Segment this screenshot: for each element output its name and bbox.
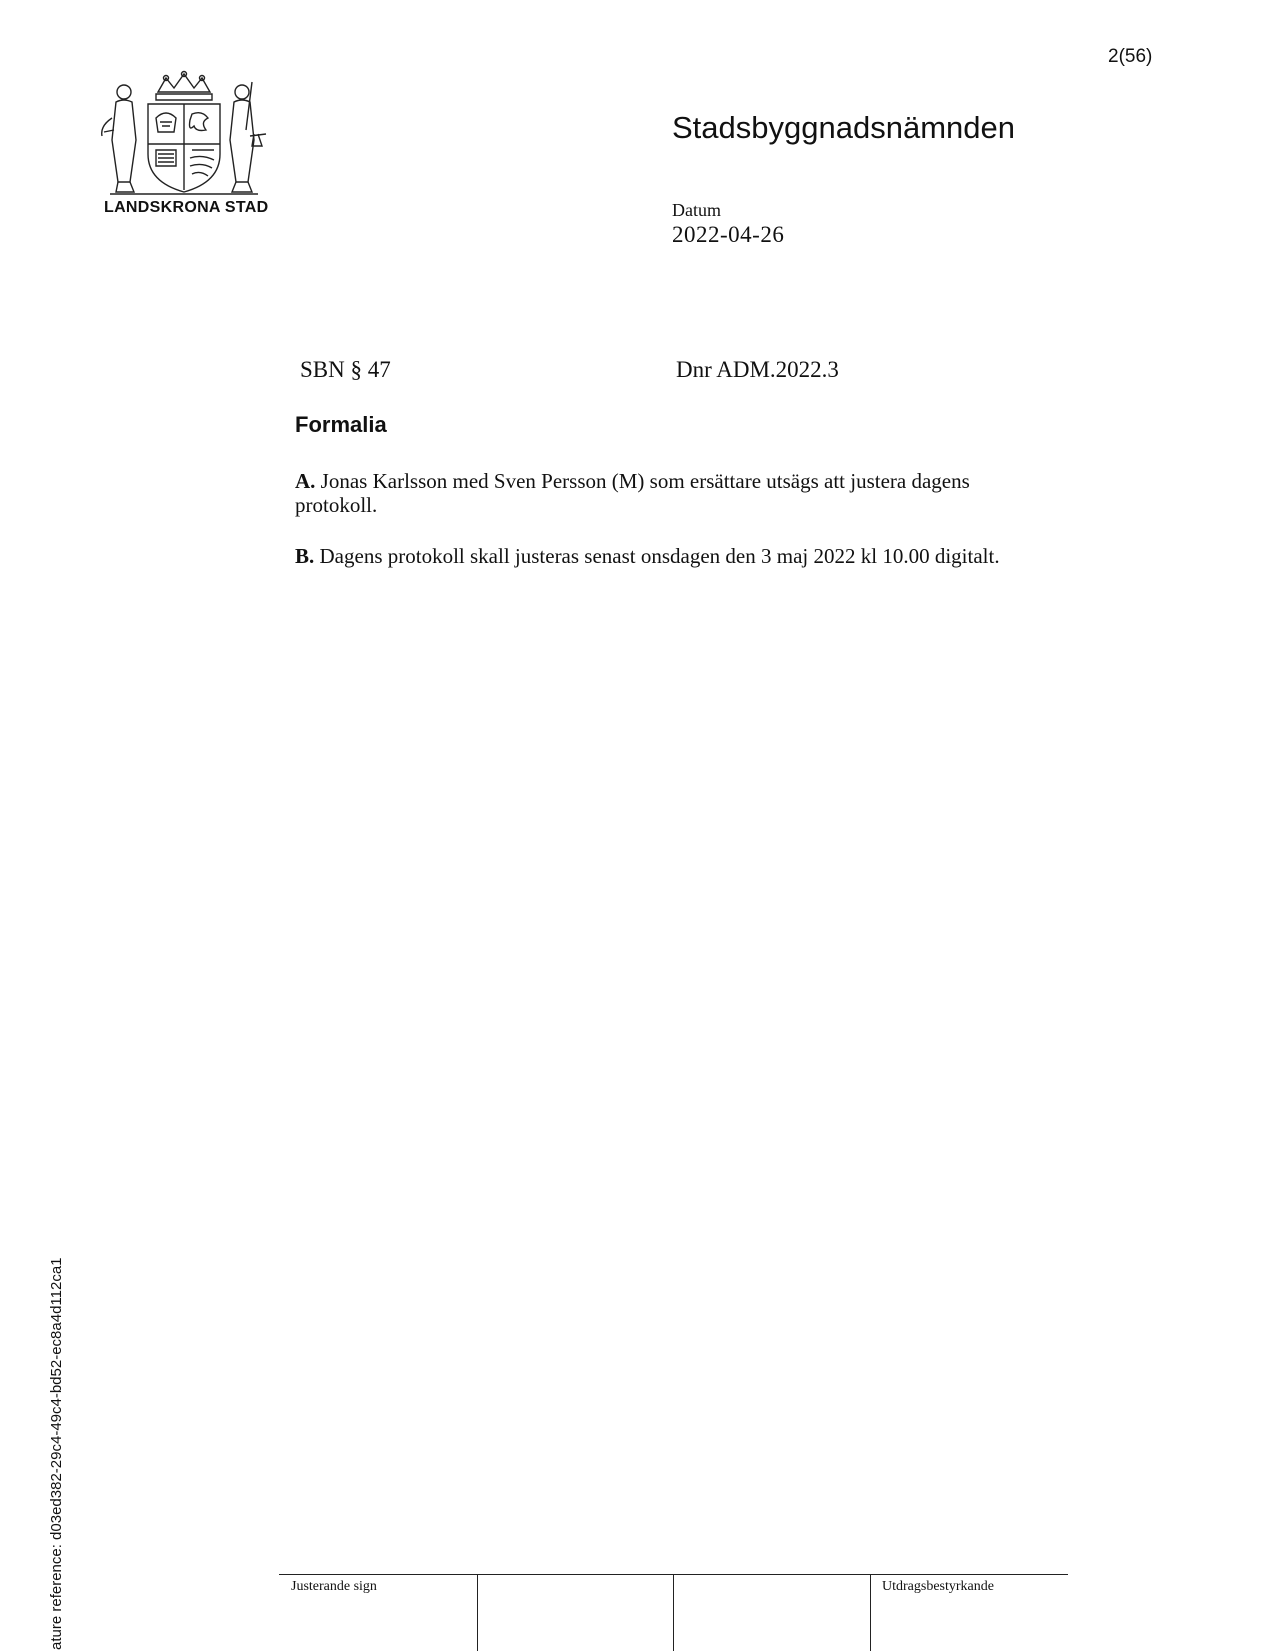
footer-cell-blank-2 [673, 1575, 871, 1651]
section-number: SBN § 47 [300, 357, 391, 382]
document-number: Dnr ADM.2022.3 [676, 357, 839, 382]
coat-of-arms-icon [96, 70, 272, 220]
organization-name: LANDSKRONA STAD [104, 199, 269, 216]
footer-cell-blank-1 [477, 1575, 674, 1651]
date-label: Datum [672, 200, 721, 220]
justerande-sign-label: Justerande sign [291, 1579, 377, 1594]
paragraph-a-text: Jonas Karlsson med Sven Persson (M) som ersättare utsägs att justera dagens protokoll. [295, 469, 970, 517]
paragraph-b-marker: B. [295, 544, 315, 568]
section-heading: Formalia [295, 412, 387, 437]
paragraph-a-marker: A. [295, 469, 316, 493]
signature-reference: ature reference: d03ed382-29c4-49c4-bd52-ec8a4d112ca1 [48, 1257, 65, 1650]
footer-cell-justerande [279, 1575, 478, 1651]
paragraph-b-text: Dagens protokoll skall justeras senast onsdagen den 3 maj 2022 kl 10.00 digitalt. [314, 544, 1000, 568]
paragraph-b [295, 544, 1055, 568]
signature-table [279, 1574, 1068, 1651]
footer-cell-utdrag [870, 1575, 1068, 1651]
page-number: 2(56) [1108, 46, 1153, 67]
utdragsbestyrkande-label: Utdragsbestyrkande [882, 1579, 994, 1594]
committee-title: Stadsbyggnadsnämnden [672, 110, 1015, 145]
date-value: 2022-04-26 [672, 222, 785, 247]
paragraph-a [295, 469, 1055, 517]
